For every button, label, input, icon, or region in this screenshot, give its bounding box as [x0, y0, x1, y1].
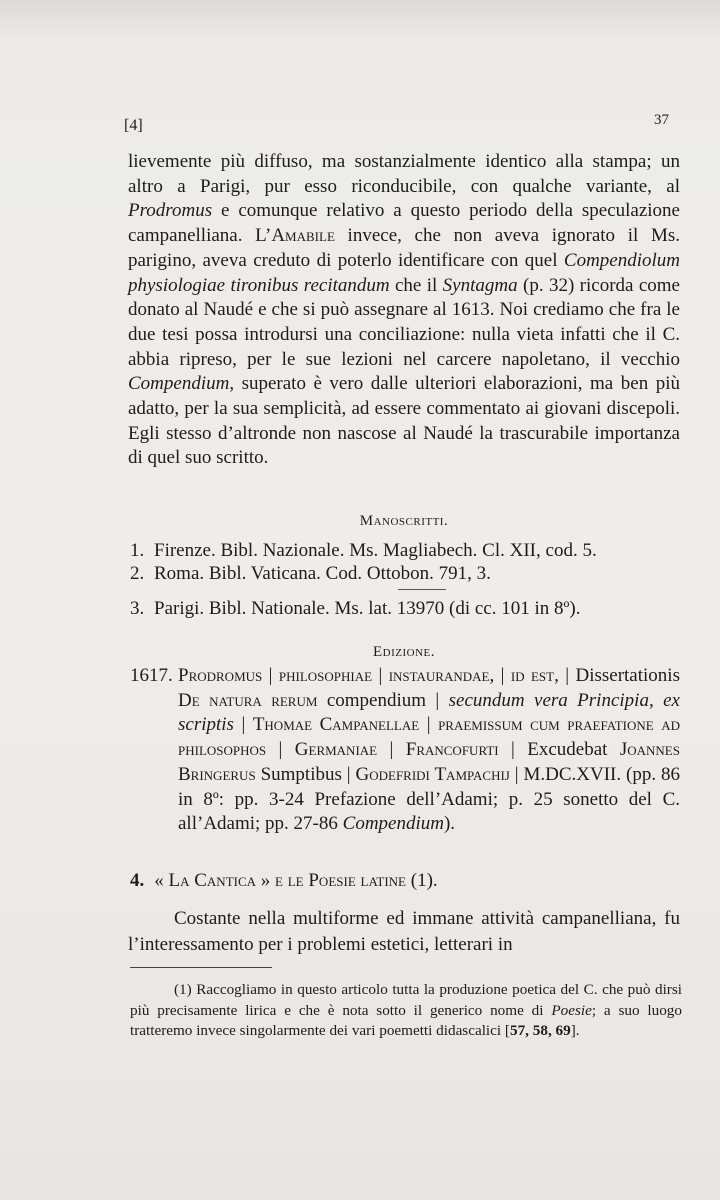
text-run: instaurandae: [388, 665, 490, 686]
text-run: |: [377, 739, 406, 761]
text-run: La Cantica: [168, 870, 257, 891]
text-run: ; a suo luogo tratteremo invece singolarmente dei vari poemetti didascalici [: [130, 1001, 682, 1039]
text-run: Compendium: [342, 813, 444, 835]
text-run: id est: [510, 665, 555, 686]
text-run: philosophiae: [278, 665, 373, 686]
item-number: 1.: [130, 540, 145, 561]
text-run: Poesie: [551, 1001, 592, 1019]
text-run: Sumptibus |: [255, 763, 356, 785]
item-text: Parigi. Bibl. Nationale. Ms. lat. 13970 (di cc. 101 in 8º).: [154, 598, 581, 619]
manuscripts-list: [130, 540, 690, 586]
text-run: Godefridi Tampachij: [355, 763, 510, 785]
item-text: Firenze. Bibl. Nazionale. Ms. Magliabech. Cl. XII, cod. 5.: [154, 540, 597, 561]
section-number: 4.: [130, 870, 145, 891]
item-number: 3.: [130, 598, 145, 619]
item-text: Roma. Bibl. Vaticana. Cod. Ottobon. 791, 3.: [154, 563, 491, 584]
text-run: De natura rerum: [178, 689, 318, 711]
text-run: lievemente più diffuso, ma sostanzialmente identico alla stampa; un altro a Parigi, pur esso riconducibile, con qualche variante, al: [128, 151, 680, 197]
edition-heading: Edizione.: [372, 644, 435, 660]
manuscripts-list-extra: [130, 598, 690, 621]
text-run: che il: [389, 274, 443, 296]
main-paragraph: [128, 150, 680, 471]
section-marker: [4]: [124, 117, 143, 134]
list-item: [130, 540, 690, 563]
text-run: Thomae Campanellae: [252, 714, 420, 736]
text-run: , superato è vero dalle ulteriori elaborazioni, ma ben più adatto, per la sua semplicità, ad essere commentato ai giovani discepoli. Egli stesso d’altronde non nascose al Naudé la trascurabile importanza di quel suo scritto.: [128, 373, 680, 469]
text-run: |: [266, 739, 295, 761]
title-syntagma: Syntagma: [442, 274, 518, 296]
text-run: Prodromus: [178, 665, 263, 686]
text-run: Germaniae: [294, 739, 378, 761]
text-run: |: [262, 665, 279, 686]
text-run: , | Dissertationis: [554, 665, 680, 686]
text-run: compendium |: [317, 689, 449, 711]
edition-description: [178, 664, 680, 837]
title-compendiolum: Compendiolum physiologiae tironibus recitandum: [128, 249, 680, 296]
text-run: | Excudebat: [498, 739, 620, 761]
text-run: e comunque relativo a questo periodo della speculazione campanelliana. L’: [128, 200, 680, 247]
section-paragraph: Costante nella multiforme ed immane attività campanelliana, fu l’interessamento per i problemi estetici, letterari in: [128, 908, 680, 955]
text-run: Francofurti: [405, 739, 499, 761]
separator-rule: [398, 589, 446, 590]
title-compendium: Compendium: [128, 373, 230, 395]
text-run: | M.DC.XVII. (pp. 86 in 8º: pp. 3-24 Prefazione dell’Adami; p. 25 sonetto del C. all’Adami; pp. 27-86: [178, 763, 680, 835]
footnote-ref: (1).: [406, 870, 438, 891]
text-run: e le: [275, 870, 304, 891]
list-item: [130, 563, 690, 586]
text-run: , |: [489, 665, 511, 686]
cross-references: 57, 58, 69: [509, 1022, 571, 1039]
edition-year: 1617.: [130, 665, 173, 686]
text-run: Poesie latine: [303, 870, 406, 891]
text-run: praemissum cum praefatione ad philosophos: [178, 714, 680, 761]
page-number: 37: [654, 112, 669, 128]
edition-entry: [130, 664, 680, 837]
text-run: ].: [570, 1022, 580, 1039]
text-run: ).: [443, 813, 456, 835]
section-heading: [130, 870, 438, 892]
title-prodromus: Prodromus: [128, 200, 213, 222]
item-number: 2.: [130, 563, 145, 584]
manuscripts-heading: Manoscritti.: [359, 513, 449, 529]
text-run: invece, che non aveva ignorato il Ms. parigino, aveva creduto di poterlo identificare con quel: [128, 225, 680, 271]
text-run: |: [372, 665, 389, 686]
text-run: Joannes Bringerus: [178, 739, 680, 785]
list-item: [130, 598, 690, 621]
author-amabile: Amabile: [271, 225, 335, 247]
footnote-rule: [130, 967, 272, 968]
footnote: [130, 980, 682, 1042]
text-run: «: [154, 870, 169, 891]
text-run: »: [256, 870, 276, 891]
text-run: (p. 32) ricorda come donato al Naudé e che si può assegnare al 1613. Noi crediamo che fra le due tesi possa introdursi una conciliazione: nulla vieta infatti che il C. abbia ripreso, per le sue lezioni nel carcere napoletano, il vecchio: [128, 274, 680, 370]
text-run: |: [233, 714, 253, 736]
text-run: secundum vera Principia, ex scriptis: [178, 689, 680, 736]
text-run: (1) Raccogliamo in questo articolo tutta la produzione poetica del C. che può dirsi più precisamente lirica e che è nota sotto il generico nome di: [130, 981, 682, 1019]
text-run: |: [419, 714, 439, 736]
